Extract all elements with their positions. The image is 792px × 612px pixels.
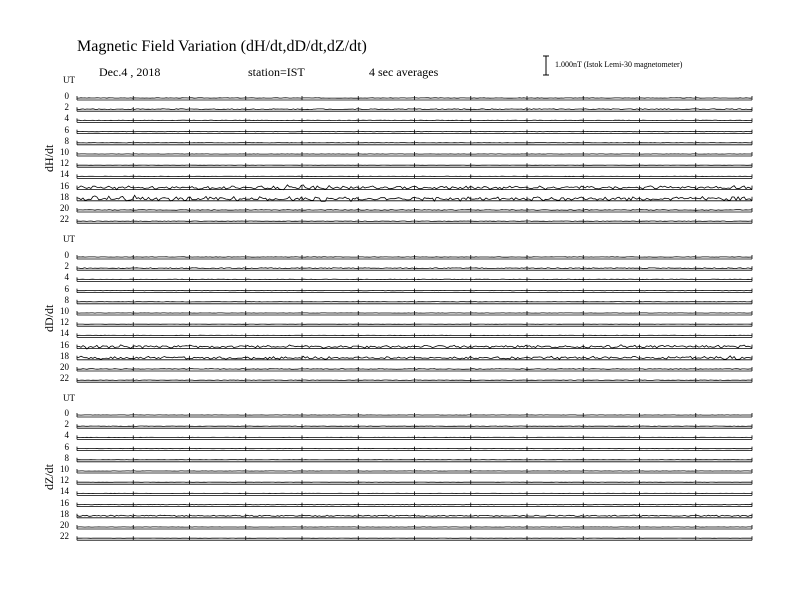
hour-tick-label: 2 <box>64 419 69 430</box>
hour-tick-label: 14 <box>60 328 69 339</box>
hour-tick-label: 0 <box>64 408 69 418</box>
hour-tick-label: 16 <box>60 339 69 350</box>
hour-tick-label: 18 <box>60 508 69 519</box>
panel-ylabel: dZ/dt <box>42 464 56 490</box>
ut-axis-label: UT <box>63 393 75 403</box>
hour-tick-label: 0 <box>64 91 69 101</box>
ut-axis-label: UT <box>63 75 75 85</box>
hour-tick-label: 8 <box>64 294 69 305</box>
hour-tick-label: 16 <box>60 497 69 508</box>
hour-tick-label: 8 <box>64 452 69 463</box>
date-label: Dec.4 , 2018 <box>99 65 161 79</box>
hour-tick-label: 6 <box>64 283 69 294</box>
hour-tick-label: 4 <box>64 430 69 441</box>
hour-tick-label: 14 <box>60 486 69 497</box>
hour-tick-label: 14 <box>60 169 69 180</box>
hour-tick-label: 18 <box>60 350 69 361</box>
hour-tick-label: 12 <box>60 475 69 486</box>
hour-tick-label: 16 <box>60 180 69 191</box>
hour-tick-label: 2 <box>64 261 69 272</box>
hour-tick-label: 18 <box>60 191 69 202</box>
hour-tick-label: 10 <box>60 464 69 474</box>
ut-axis-label: UT <box>63 234 75 244</box>
variation-trace <box>77 210 752 211</box>
hour-tick-label: 22 <box>60 214 69 225</box>
hour-tick-label: 4 <box>64 113 69 124</box>
hour-tick-label: 4 <box>64 272 69 283</box>
hour-tick-label: 0 <box>64 250 69 260</box>
panel-ylabel: dD/dt <box>42 304 56 332</box>
hour-tick-label: 20 <box>60 362 69 372</box>
variation-trace <box>77 369 752 370</box>
hour-tick-label: 8 <box>64 135 69 146</box>
scale-label: 1.000nT (Istok Lemi-30 magnetometer) <box>555 60 683 69</box>
hour-tick-label: 10 <box>60 147 69 157</box>
hour-tick-label: 20 <box>60 520 69 530</box>
hour-tick-label: 22 <box>60 531 69 542</box>
hour-tick-label: 10 <box>60 306 69 316</box>
hour-tick-label: 6 <box>64 124 69 135</box>
panel-ylabel: dH/dt <box>42 144 56 172</box>
hour-tick-label: 12 <box>60 317 69 328</box>
hour-tick-label: 12 <box>60 158 69 169</box>
hour-tick-label: 6 <box>64 441 69 452</box>
station-label: station=IST <box>248 65 305 79</box>
hour-tick-label: 22 <box>60 373 69 384</box>
chart-title: Magnetic Field Variation (dH/dt,dD/dt,dZ/dt) <box>77 38 367 55</box>
hour-tick-label: 2 <box>64 102 69 113</box>
averaging-label: 4 sec averages <box>369 65 439 79</box>
hour-tick-label: 20 <box>60 203 69 213</box>
